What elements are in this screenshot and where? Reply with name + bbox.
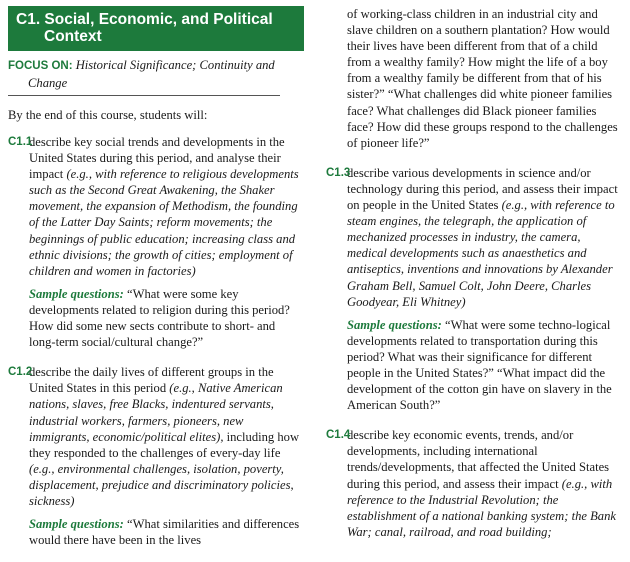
expectation-code: C1.1 <box>8 136 33 148</box>
sample-questions <box>29 286 304 350</box>
sample-questions <box>29 516 304 548</box>
focus-label: FOCUS ON: <box>8 60 73 72</box>
focus-on <box>8 57 280 96</box>
section-title-banner <box>8 6 304 51</box>
expectation-text: describe various developments in science and/or technology during this period, and assess their impact on people in the United States <box>347 165 618 213</box>
expectation-c1-4 <box>326 427 620 540</box>
sample-questions <box>347 317 620 414</box>
intro-text: By the end of this course, students will: <box>8 108 208 122</box>
sample-questions-continued: of working-class children in an industrial city and slave children on a southern plantation? How would their lives have been different from that of a child from a wealthy family? How might the life of a boy from a wealthy family be different from that of his sister?” “What challenges did white pioneer families face? What challenges did Black pioneer families face? How did these groups respond to the challenges of pioneer life?” <box>347 7 618 150</box>
expectation-text: describe key economic events, trends, and/or developments, including international trends/developments, that affected the United States during this period, and assess their impact <box>347 428 610 491</box>
left-column <box>8 0 304 548</box>
expectation-examples: (e.g., Native American nations, slaves, free Blacks, indentured servants, industrial workers, farmers, pioneers, new immigrants, economic/political elites), <box>29 381 283 444</box>
expectation-text: describe key social trends and developments in the United States during this period, and analyse their impact <box>29 135 285 182</box>
sample-questions-label: Sample questions: <box>29 286 124 301</box>
expectation-body <box>29 364 304 509</box>
right-column <box>326 6 620 540</box>
focus-text-line2: Change <box>28 76 68 90</box>
sample-questions-text: “What were some techno-logical developments related to transportation during this period? What was their significance for different people in the United States?” “What impact did the development of the cotton gin have on slavery in the American South?” <box>347 317 612 413</box>
sample-questions-label: Sample questions: <box>29 517 124 532</box>
expectation-code: C1.2 <box>8 366 33 379</box>
sample-questions-label: Sample questions: <box>347 317 442 332</box>
sample-questions-text: “What were some key developments related to religion during this period? How did some new sects contribute to short- and long-term social/cultural change?” <box>29 286 290 350</box>
expectation-body <box>347 427 620 540</box>
expectation-text: describe the daily lives of different groups in the United States in this period <box>29 365 274 396</box>
section-title-line1: C1. Social, Economic, and Political <box>16 11 273 28</box>
expectation-c1-3 <box>326 165 620 413</box>
expectation-text-continued: including how they responded to the challenges of every-day life <box>29 429 300 460</box>
expectation-code: C1.3 <box>326 166 351 179</box>
expectation-examples: (e.g., with reference to the Industrial Revolution; the establishment of a national banking system; the Bank War; canal, railroad, and road building; <box>347 476 616 539</box>
expectation-examples-continued: (e.g., environmental challenges, isolation, poverty, displacement, prejudice and discriminatory policies, sickness) <box>29 461 294 508</box>
expectation-body <box>29 134 304 279</box>
section-title-line2: Context <box>44 28 102 45</box>
expectation-c1-2 <box>8 364 304 548</box>
focus-text-line1: Historical Significance; Continuity and <box>75 58 275 72</box>
expectation-c1-1 <box>8 134 304 350</box>
expectation-code: C1.4 <box>326 429 351 442</box>
expectation-body <box>347 165 620 310</box>
expectation-examples: (e.g., with reference to religious developments such as the Second Great Awakening, the Shaker movement, the expansion of Methodism, the founding of the Latter Day Saints; reform movements; the beginnings of public education; increasing class and ethnic divisions; the growth of cities; employment of children and women in factories) <box>29 167 299 278</box>
sample-questions-text: “What similarities and differences would there have been in the lives <box>29 517 300 548</box>
expectation-examples: (e.g., with reference to steam engines, the telegraph, the application of mechanized processes in industry, the camera, medical developments such as anaesthetics and antiseptics, inventions and innovations by Alexander Graham Bell, Samuel Colt, John Deere, Charles Goodyear, Eli Whitney) <box>347 198 615 309</box>
expectation-c1-2-continued <box>326 6 620 151</box>
